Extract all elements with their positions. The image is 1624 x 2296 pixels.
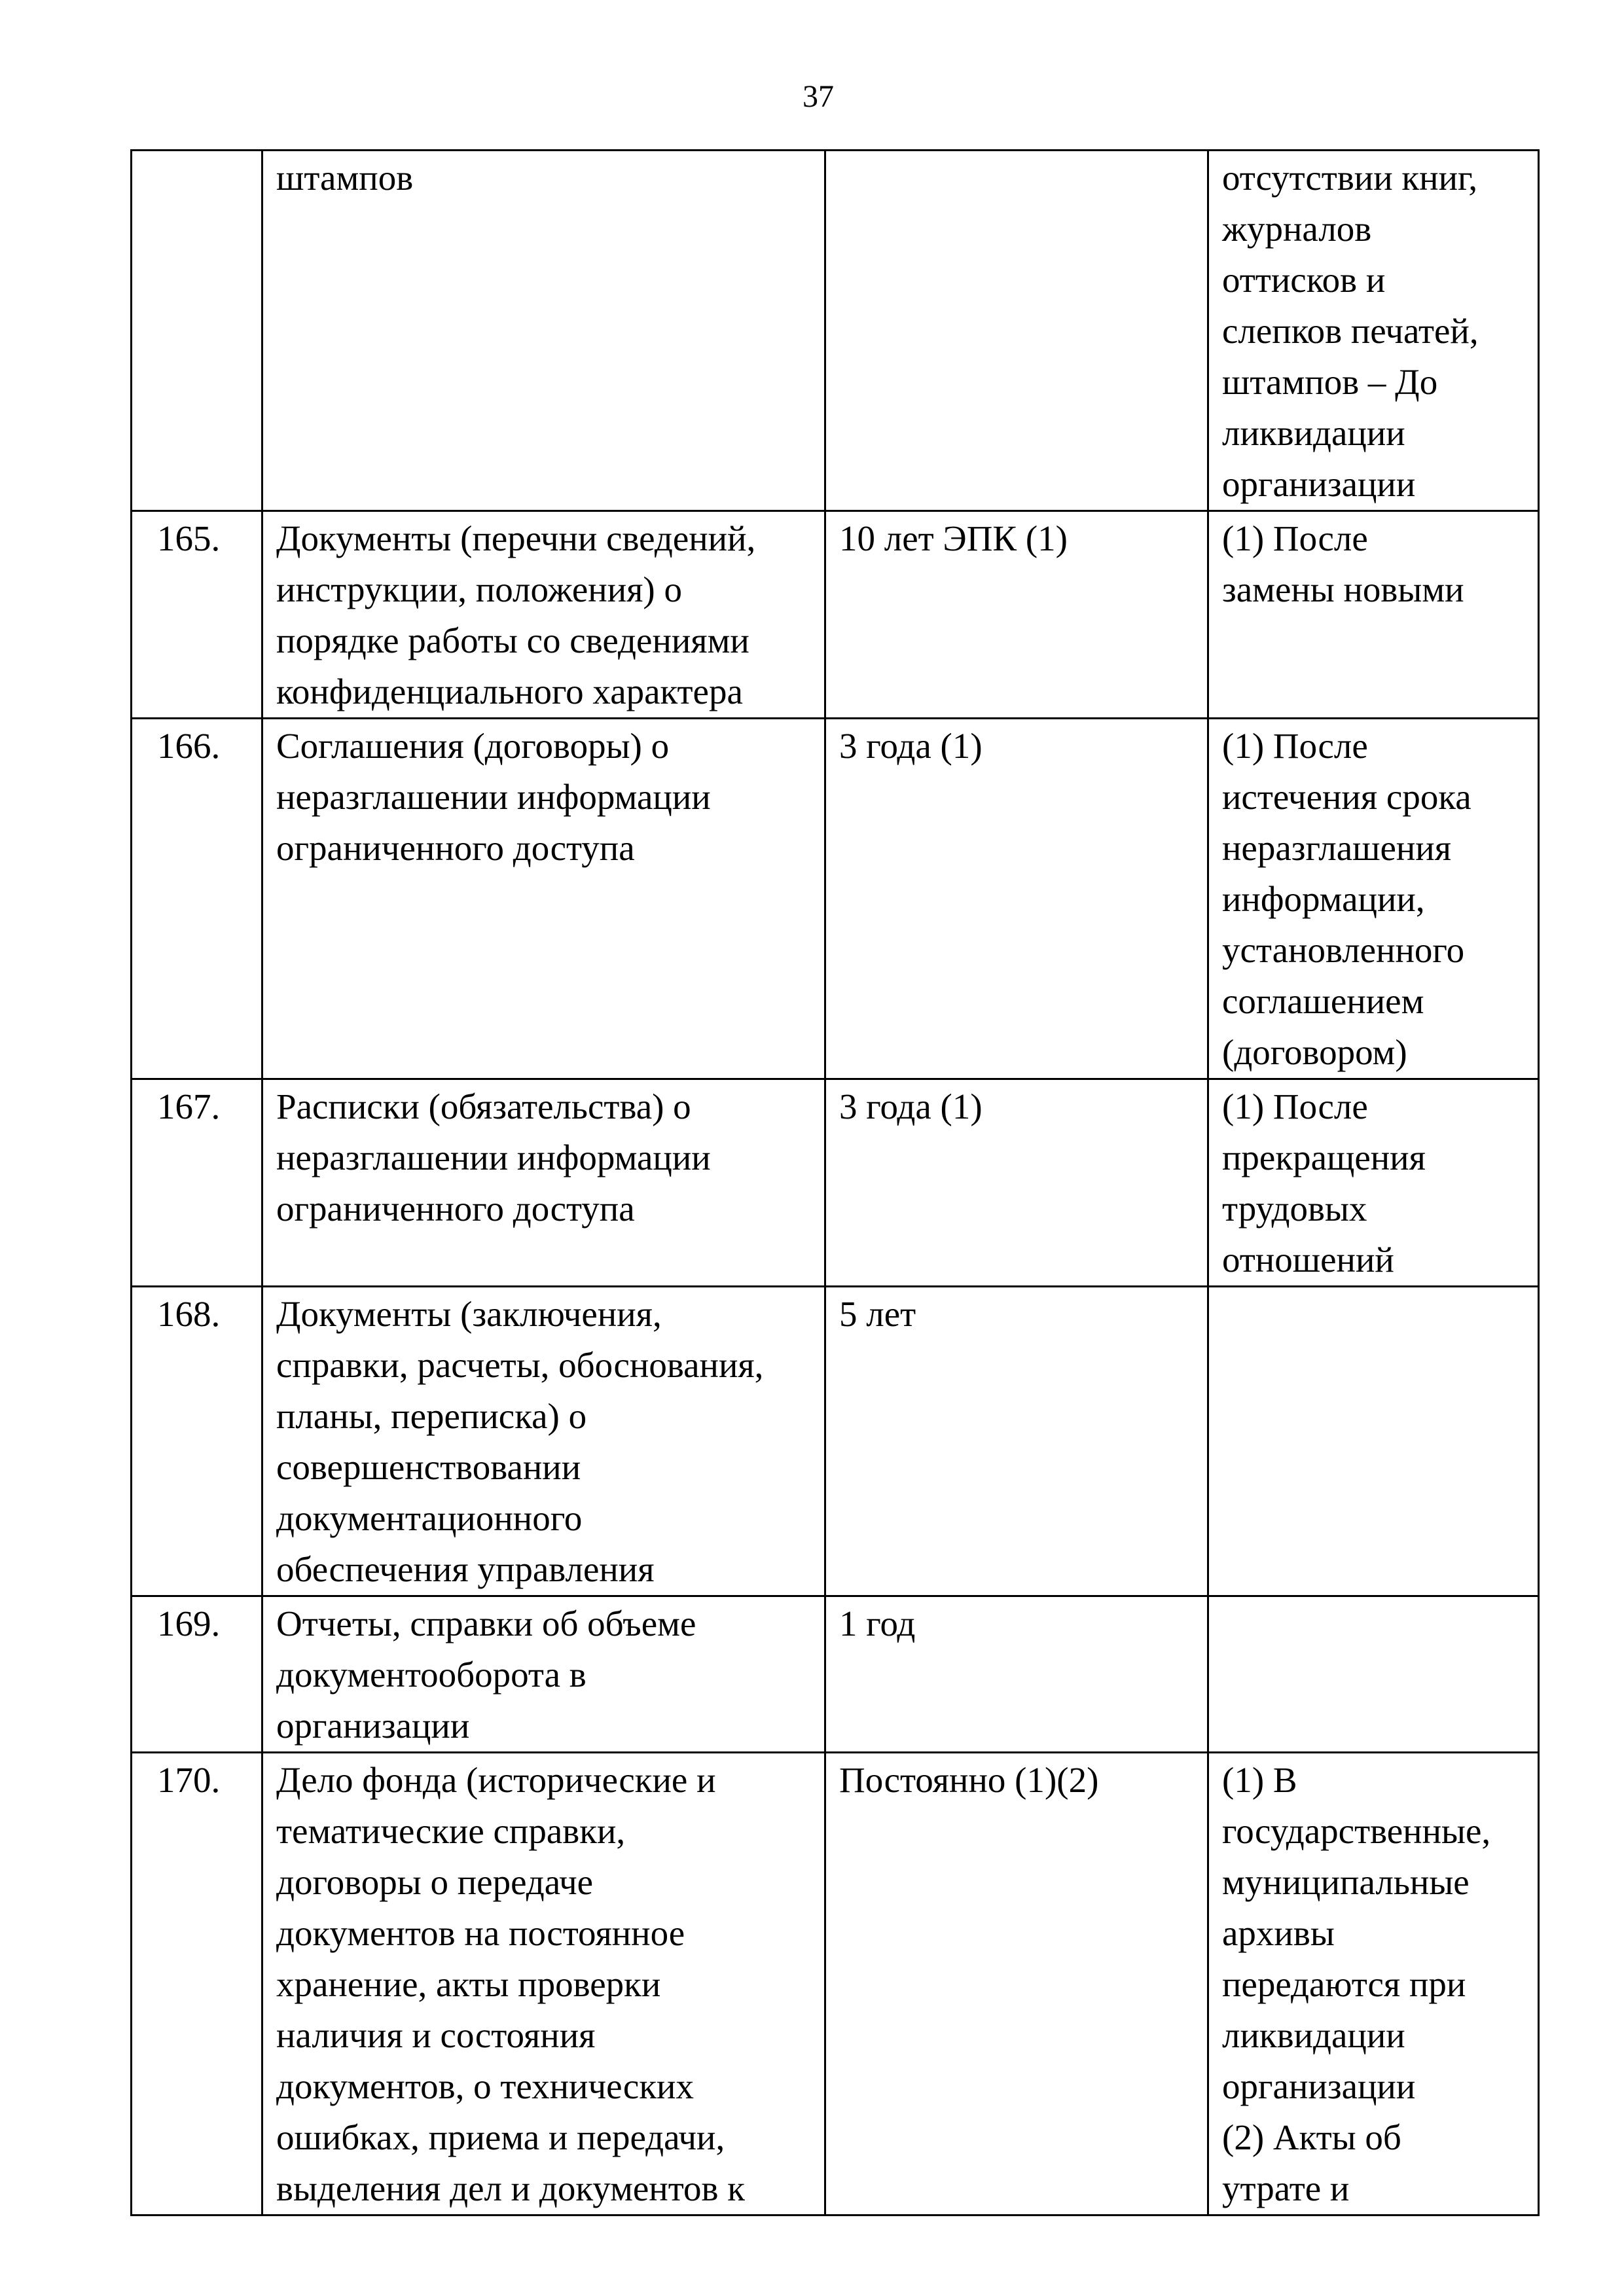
table-row xyxy=(132,511,1539,719)
text-line: (1) После xyxy=(1222,726,1368,766)
document-type-cell xyxy=(262,151,825,511)
text-line: ликвидации xyxy=(1222,413,1405,453)
document-type-cell xyxy=(262,1753,825,2215)
table-row xyxy=(132,151,1539,511)
text-line: 3 года (1) xyxy=(839,1086,983,1126)
text-line: обеспечения управления xyxy=(276,1549,655,1589)
text-line: ограниченного доступа xyxy=(276,1189,635,1229)
retention-period-cell xyxy=(825,1753,1208,2215)
text-line: Постоянно (1)(2) xyxy=(839,1760,1099,1800)
text-line: организации xyxy=(1222,464,1416,504)
text-line: отсутствии книг, xyxy=(1222,158,1478,198)
table-row xyxy=(132,1079,1539,1287)
row-number-cell xyxy=(132,151,262,511)
row-number-cell: 168. xyxy=(132,1287,262,1596)
text-line: истечения срока xyxy=(1222,777,1471,817)
document-type-cell xyxy=(262,1079,825,1287)
text-line: документов на постоянное xyxy=(276,1913,685,1953)
text-line: хранение, акты проверки xyxy=(276,1964,661,2004)
document-type-cell xyxy=(262,1287,825,1596)
page-number: 37 xyxy=(803,79,834,114)
text-line: оттисков и xyxy=(1222,260,1386,300)
text-line: (1) После xyxy=(1222,1086,1368,1126)
table-row xyxy=(132,1287,1539,1596)
text-line: муниципальные xyxy=(1222,1862,1470,1902)
text-line: инструкции, положения) о xyxy=(276,569,682,609)
text-line: утрате и xyxy=(1222,2168,1350,2208)
table-row xyxy=(132,1596,1539,1753)
table-row xyxy=(132,719,1539,1079)
text-line: Документы (перечни сведений, xyxy=(276,518,756,558)
text-line: замены новыми xyxy=(1222,569,1464,609)
text-line: штампов xyxy=(276,158,414,198)
text-line: организации xyxy=(276,1706,470,1746)
document-type-cell xyxy=(262,719,825,1079)
text-line: неразглашения xyxy=(1222,828,1452,868)
text-line: передаются при xyxy=(1222,1964,1466,2004)
text-line: 3 года (1) xyxy=(839,726,983,766)
text-line: слепков печатей, xyxy=(1222,311,1479,351)
document-type-cell xyxy=(262,511,825,719)
text-line: документооборота в xyxy=(276,1655,586,1695)
text-line: государственные, xyxy=(1222,1811,1491,1851)
text-line: (1) После xyxy=(1222,518,1368,558)
text-line: 5 лет xyxy=(839,1294,916,1334)
retention-period-cell xyxy=(825,719,1208,1079)
note-cell xyxy=(1208,151,1539,511)
text-line: (договором) xyxy=(1222,1032,1407,1072)
text-line: Отчеты, справки об объеме xyxy=(276,1604,696,1643)
note-cell xyxy=(1208,1287,1539,1596)
text-line: штампов – До xyxy=(1222,362,1438,402)
retention-period-cell xyxy=(825,1596,1208,1753)
row-number-cell: 169. xyxy=(132,1596,262,1753)
text-line: тематические справки, xyxy=(276,1811,626,1851)
text-line: трудовых xyxy=(1222,1189,1367,1229)
text-line: Соглашения (договоры) о xyxy=(276,726,670,766)
text-line: договоры о передаче xyxy=(276,1862,594,1902)
row-number-cell: 165. xyxy=(132,511,262,719)
text-line: организации xyxy=(1222,2066,1416,2106)
text-line: Расписки (обязательства) о xyxy=(276,1086,691,1126)
text-line: 10 лет ЭПК (1) xyxy=(839,518,1068,558)
text-line: ошибках, приема и передачи, xyxy=(276,2117,725,2157)
row-number-cell: 166. xyxy=(132,719,262,1079)
note-cell xyxy=(1208,1079,1539,1287)
text-line: планы, переписка) о xyxy=(276,1396,587,1436)
text-line: справки, расчеты, обоснования, xyxy=(276,1345,764,1385)
text-line: соглашением xyxy=(1222,981,1424,1021)
text-line: конфиденциального характера xyxy=(276,672,743,711)
text-line: архивы xyxy=(1222,1913,1335,1953)
text-line: документов, о технических xyxy=(276,2066,694,2106)
text-line: установленного xyxy=(1222,930,1465,970)
retention-table xyxy=(130,149,1540,2216)
note-cell xyxy=(1208,511,1539,719)
retention-period-cell xyxy=(825,151,1208,511)
text-line: совершенствовании xyxy=(276,1447,581,1487)
row-number-cell: 167. xyxy=(132,1079,262,1287)
text-line: журналов xyxy=(1222,209,1372,249)
text-line: ограниченного доступа xyxy=(276,828,635,868)
text-line: ликвидации xyxy=(1222,2015,1405,2055)
text-line: 1 год xyxy=(839,1604,916,1643)
text-line: Документы (заключения, xyxy=(276,1294,662,1334)
text-line: неразглашении информации xyxy=(276,1138,711,1177)
text-line: порядке работы со сведениями xyxy=(276,620,749,660)
text-line: (1) В xyxy=(1222,1760,1297,1800)
text-line: прекращения xyxy=(1222,1138,1426,1177)
retention-period-cell xyxy=(825,511,1208,719)
row-number-cell: 170. xyxy=(132,1753,262,2215)
text-line: Дело фонда (исторические и xyxy=(276,1760,716,1800)
text-line: (2) Акты об xyxy=(1222,2117,1401,2157)
text-line: отношений xyxy=(1222,1240,1394,1280)
retention-period-cell xyxy=(825,1079,1208,1287)
note-cell xyxy=(1208,1753,1539,2215)
document-type-cell xyxy=(262,1596,825,1753)
note-cell xyxy=(1208,1596,1539,1753)
table-row xyxy=(132,1753,1539,2215)
retention-period-cell xyxy=(825,1287,1208,1596)
text-line: выделения дел и документов к xyxy=(276,2168,745,2208)
text-line: неразглашении информации xyxy=(276,777,711,817)
note-cell xyxy=(1208,719,1539,1079)
text-line: документационного xyxy=(276,1498,583,1538)
text-line: наличия и состояния xyxy=(276,2015,596,2055)
text-line: информации, xyxy=(1222,879,1425,919)
